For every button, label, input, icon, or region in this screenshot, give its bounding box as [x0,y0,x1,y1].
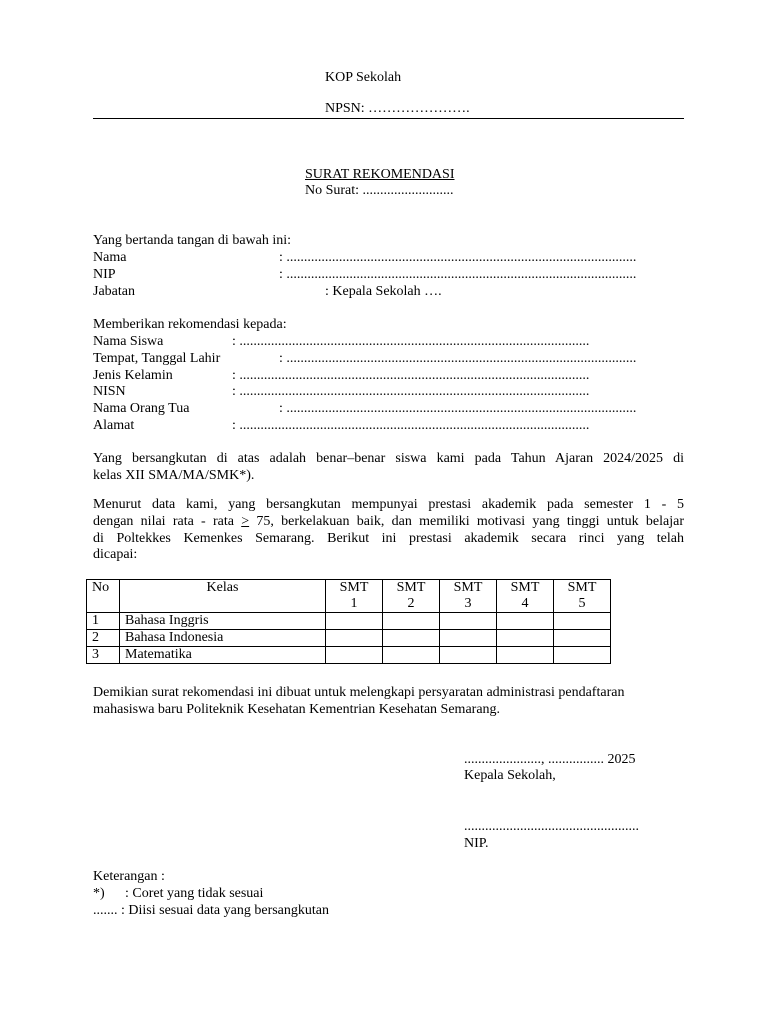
row-smt-cell [326,647,383,664]
gte-symbol: > [241,514,250,529]
student-value-nama: : .................................................................................................... [232,334,590,349]
student-label-alamat: Alamat [93,418,135,433]
signature-role: Kepala Sekolah, [464,768,556,783]
academic-table [86,579,611,664]
signer-label-nama: Nama [93,250,127,265]
notes-title: Keterangan : [93,869,165,884]
table-header-row [87,580,611,613]
student-value-nisn: : .................................................................................................... [232,384,590,399]
row-smt-cell [383,613,440,630]
row-smt-cell [383,630,440,647]
header-smt-4: SMT 4 [497,580,554,613]
signer-intro: Yang bertanda tangan di bawah ini: [93,233,292,248]
row-smt-cell [326,630,383,647]
row-kelas: Bahasa Inggris [120,613,326,630]
row-no: 3 [87,647,120,664]
signer-value-nama: : .................................................................................................... [279,250,637,265]
header-smt-1: SMT 1 [326,580,383,613]
signer-value-nip: : .................................................................................................... [279,267,637,282]
closing-line-1: Demikian surat rekomendasi ini dibuat untuk melengkapi persyaratan administrasi pendaftaran [93,685,625,700]
row-smt-cell [554,630,611,647]
signature-nip: NIP. [464,836,489,851]
signer-label-jabatan: Jabatan [93,284,135,299]
header-smt-2: SMT 2 [383,580,440,613]
paragraph-2-line-2-c: 75, berkelakuan baik, dan memiliki motivasi yang tinggi untuk belajar [249,514,684,529]
header-smt-5: SMT 5 [554,580,611,613]
place-date: ......................, ................ 2025 [464,752,636,767]
row-smt-cell [497,613,554,630]
signer-value-jabatan: : Kepala Sekolah …. [325,284,442,299]
row-kelas: Matematika [120,647,326,664]
npsn: NPSN: …………………. [325,101,470,116]
table-row [87,613,611,630]
paragraph-1-line-2: kelas XII SMA/MA/SMK*). [93,468,255,483]
no-surat: No Surat: .......................... [305,183,454,198]
student-label-nisn: NISN [93,384,126,399]
paragraph-2-line-2-a: dengan nilai rata - rata [93,514,242,529]
student-value-jenis-kelamin: : .................................................................................................... [232,368,590,383]
row-no: 1 [87,613,120,630]
student-intro: Memberikan rekomendasi kepada: [93,317,287,332]
row-smt-cell [554,613,611,630]
student-value-alamat: : .................................................................................................... [232,418,590,433]
header-smt-3: SMT 3 [440,580,497,613]
student-label-orang-tua: Nama Orang Tua [93,401,190,416]
note-1-text: : Coret yang tidak sesuai [125,886,264,901]
note-1-mark: *) [93,886,105,901]
row-smt-cell [326,613,383,630]
row-no: 2 [87,630,120,647]
row-smt-cell [383,647,440,664]
row-kelas: Bahasa Indonesia [120,630,326,647]
header-no: No [87,580,120,613]
signer-label-nip: NIP [93,267,116,282]
paragraph-1-line-1: Yang bersangkutan di atas adalah benar–benar siswa kami pada Tahun Ajaran 2024/2025 di [93,451,684,466]
paragraph-2-line-4: dicapai: [93,547,138,562]
student-label-nama: Nama Siswa [93,334,164,349]
table-row [87,630,611,647]
student-value-orang-tua: : .................................................................................................... [279,401,637,416]
row-smt-cell [440,647,497,664]
header-kelas: Kelas [120,580,326,613]
row-smt-cell [497,630,554,647]
document-title: SURAT REKOMENDASI [305,167,455,182]
student-label-jenis-kelamin: Jenis Kelamin [93,368,173,383]
table-row [87,647,611,664]
note-2: ....... : Diisi sesuai data yang bersangkutan [93,903,330,918]
paragraph-2-line-1: Menurut data kami, yang bersangkutan mempunyai prestasi akademik pada semester 1 - 5 [93,497,684,512]
header-divider [93,118,684,119]
paragraph-2-line-2 [93,514,684,531]
row-smt-cell [440,630,497,647]
student-value-ttl: : .................................................................................................... [279,351,637,366]
row-smt-cell [497,647,554,664]
kop-sekolah: KOP Sekolah [325,70,402,85]
closing-line-2: mahasiswa baru Politeknik Kesehatan Kementrian Kesehatan Semarang. [93,702,501,717]
student-label-ttl: Tempat, Tanggal Lahir [93,351,221,366]
signature-name-line: .................................................. [464,819,639,834]
row-smt-cell [440,613,497,630]
row-smt-cell [554,647,611,664]
paragraph-2-line-3: di Poltekkes Kemenkes Semarang. Berikut ini prestasi akademik secara rinci yang telah [93,531,684,546]
